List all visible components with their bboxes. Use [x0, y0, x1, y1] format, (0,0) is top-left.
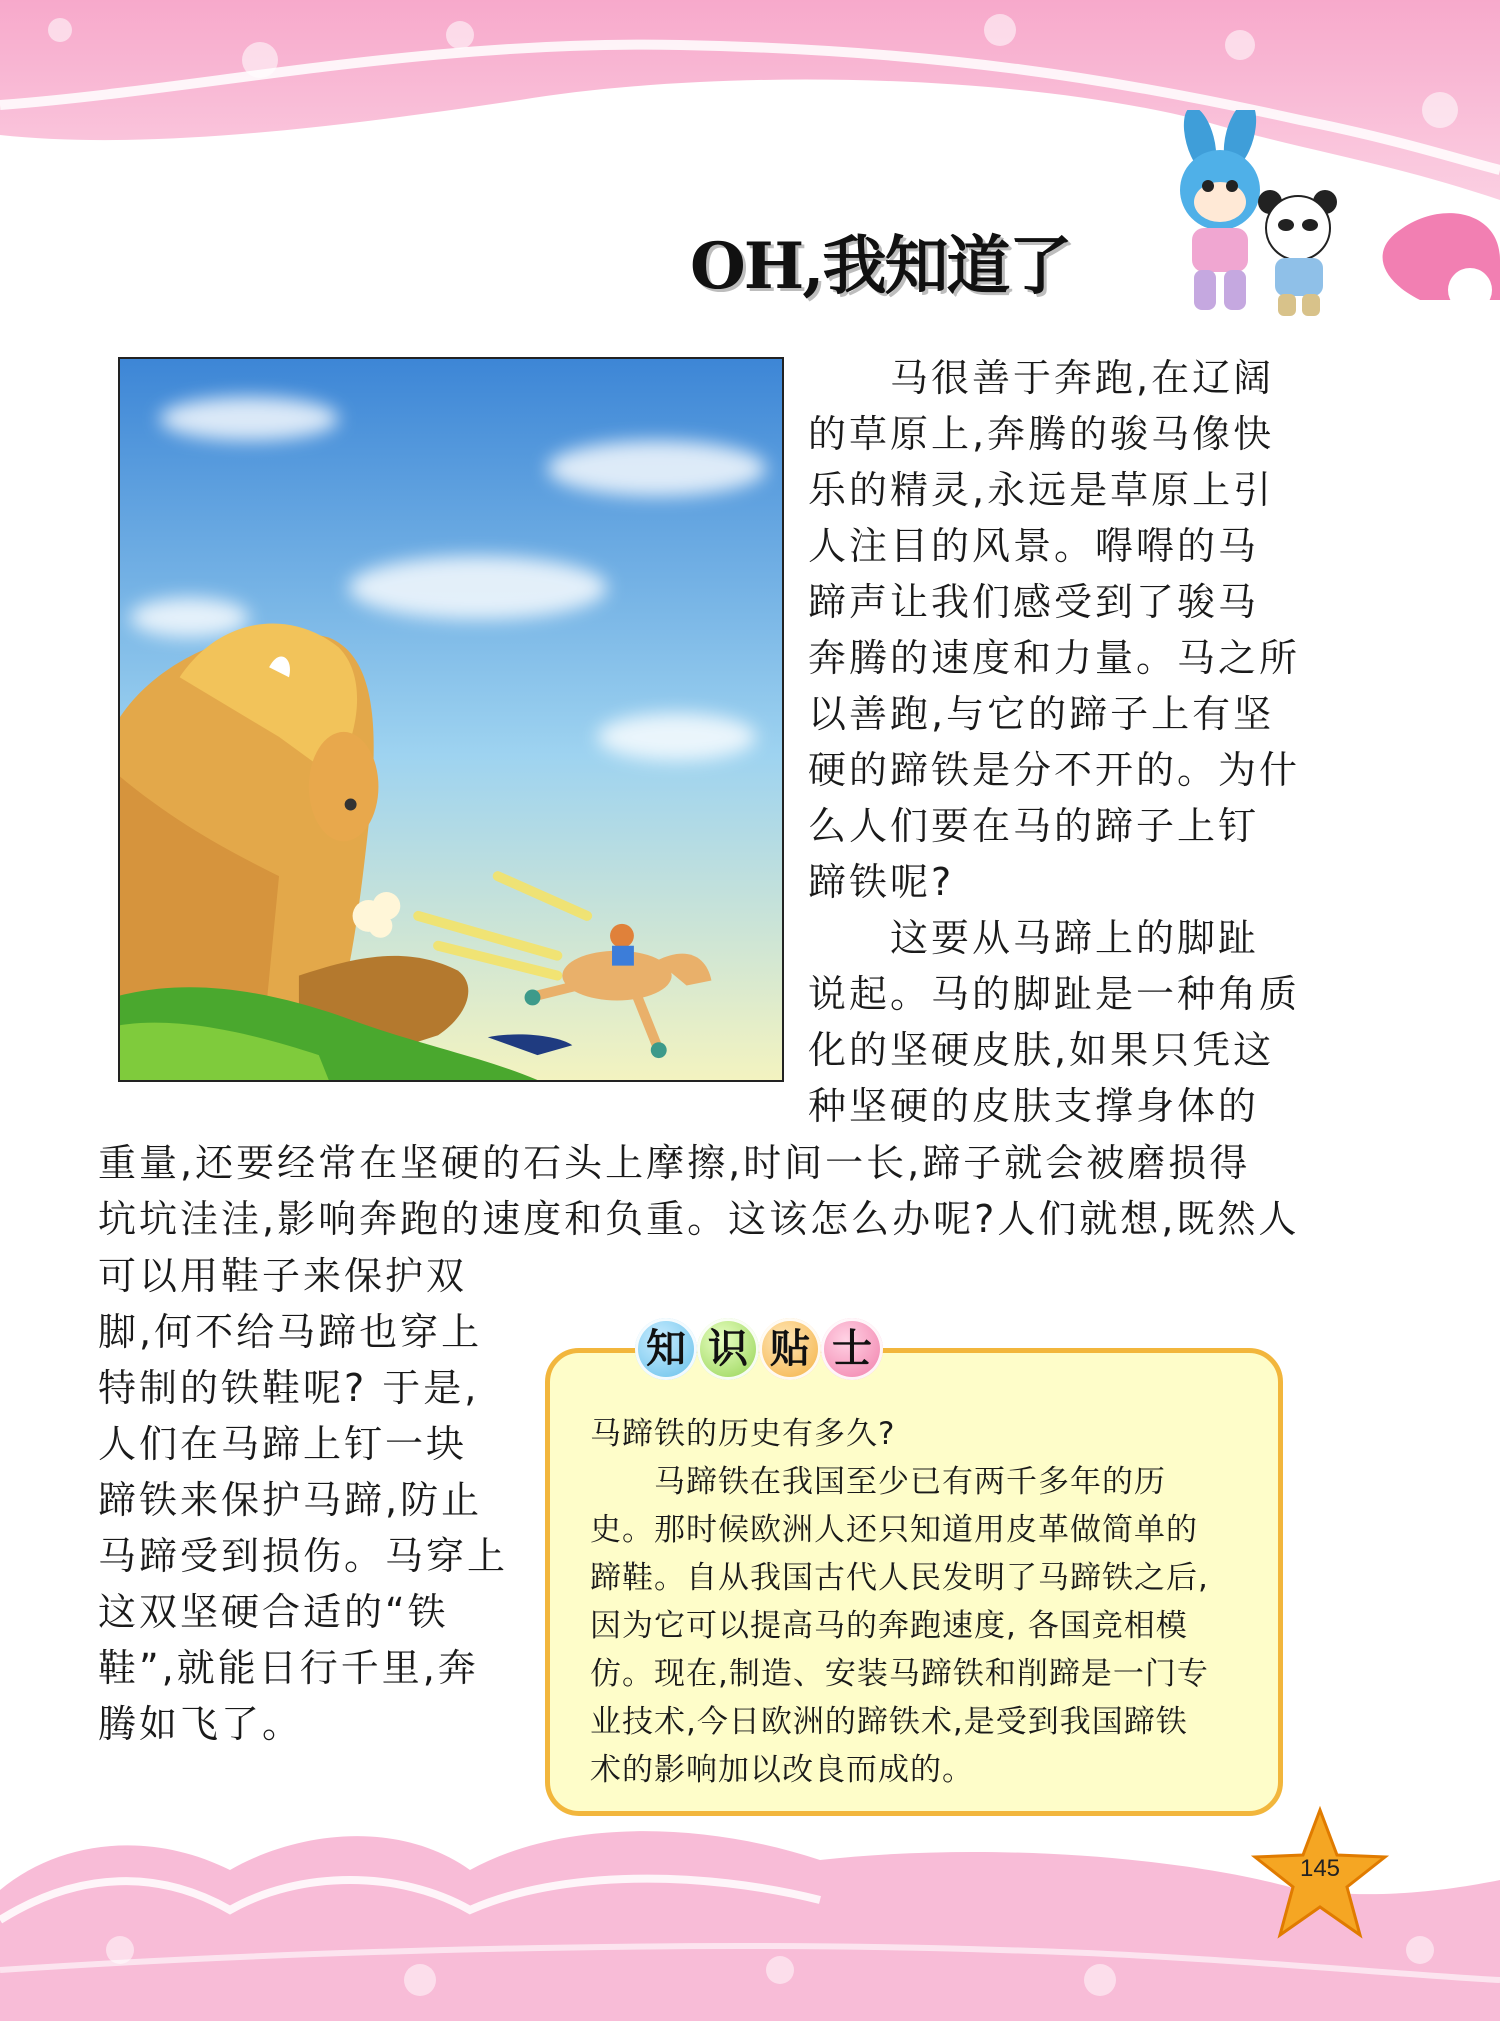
article-paragraph-4: 可以用鞋子来保护双 脚,何不给马蹄也穿上 特制的铁鞋呢? 于是, 人们在马蹄上钉一块 蹄铁来保护马蹄,防止 马蹄受到损伤。马穿上 这双坚硬合适的“铁 鞋”,就能日行千里,奔 腾如飞了。 [98, 1254, 509, 1746]
rabbit-mascot-icon [1178, 110, 1263, 310]
tip-question: 马蹄铁的历史有多久? [590, 1416, 896, 1452]
page-number: 145 [1299, 1855, 1341, 1882]
lion-and-horse-illustration [118, 357, 784, 1082]
knowledge-tip-title [635, 1318, 895, 1384]
tip-badge-shi: 识 [697, 1318, 759, 1380]
tip-badge-tie: 贴 [759, 1318, 821, 1380]
mascot-illustration [1120, 110, 1360, 320]
tip-body: 马蹄铁在我国至少已有两千多年的历 史。那时候欧洲人还只知道用皮革做简单的 蹄鞋。自从我国古代人民发明了马蹄铁之后, 因为它可以提高马的奔跑速度, 各国竞相模 仿。现在,制造、安装马蹄铁和削蹄是一门专 业技术,今日欧洲的蹄铁术,是受到我国蹄铁 术的影响加以改良而成的。 [590, 1464, 1209, 1788]
article-paragraph-3: 重量,还要经常在坚硬的石头上摩擦,时间一长,蹄子就会被磨损得 坑坑洼洼,影响奔跑的速度和负重。这该怎么办呢?人们就想,既然人 [98, 1141, 1300, 1241]
logo-text: OH,我知道了 [690, 229, 1071, 304]
article-paragraph-2: 这要从马蹄上的脚趾 说起。马的脚趾是一种角质 化的坚硬皮肤,如果只凭这 种坚硬的皮肤支撑身体的 [808, 916, 1301, 1128]
tip-badge-zhi: 知 [635, 1318, 697, 1380]
tip-badge-shi2: 士 [821, 1318, 883, 1380]
header-logo [690, 205, 1110, 315]
panda-mascot-icon [1258, 190, 1337, 316]
article-paragraph-1: 马很善于奔跑,在辽阔 的草原上,奔腾的骏马像快 乐的精灵,永远是草原上引 人注目的风景。嘚嘚的马 蹄声让我们感受到了骏马 奔腾的速度和力量。马之所 以善跑,与它的蹄子上有坚 硬的蹄铁是分不开的。为什 么人们要在马的蹄子上钉 蹄铁呢? [808, 356, 1301, 904]
